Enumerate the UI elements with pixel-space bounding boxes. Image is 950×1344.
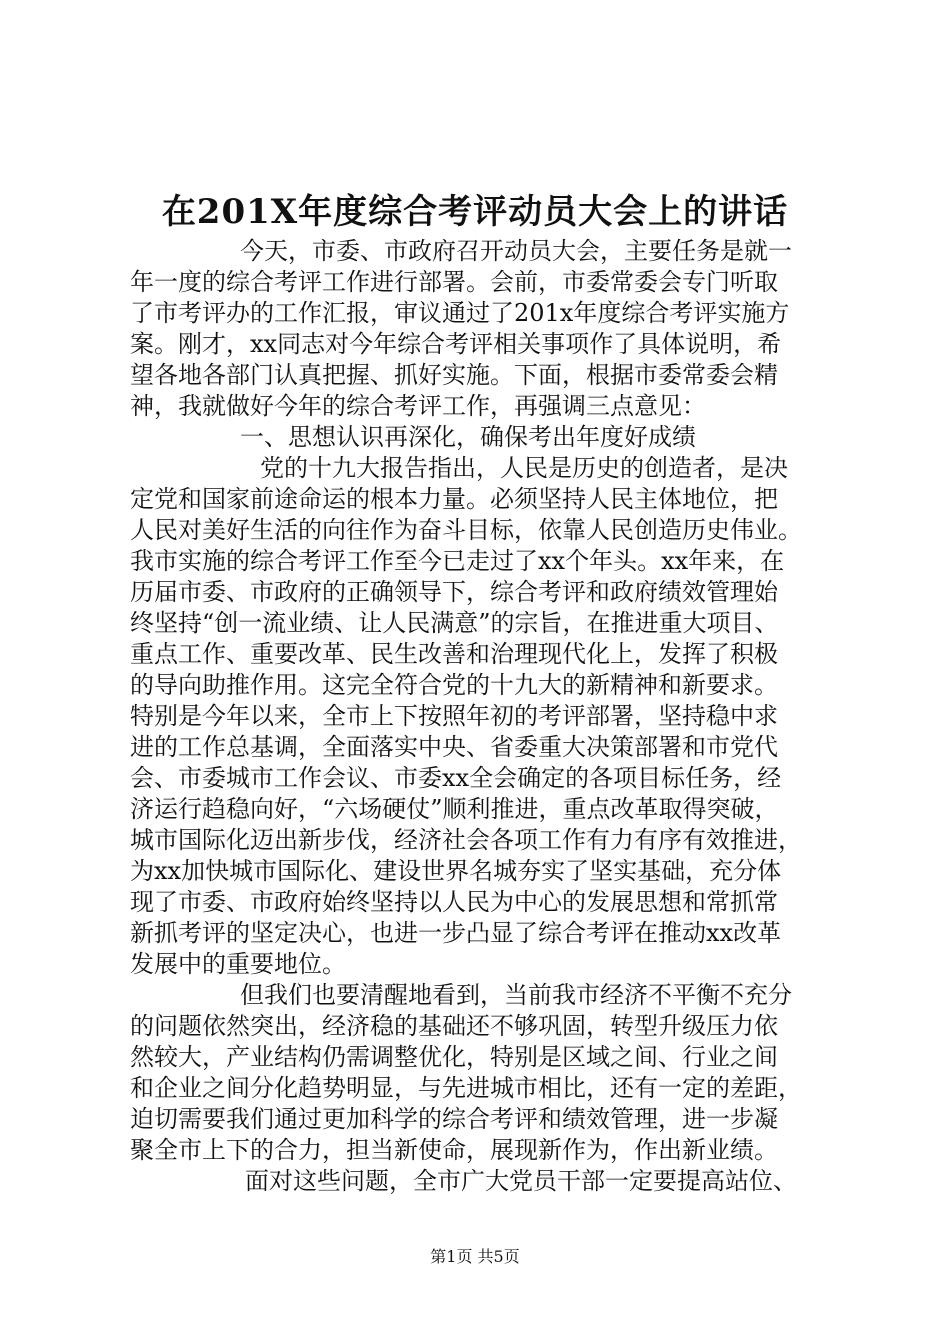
body-text-line: 面对这些问题，全市广大党员干部一定要提高站位、 <box>245 1167 797 1195</box>
body-text-line: 但我们也要清醒地看到，当前我市经济不平衡不充分 <box>240 981 792 1009</box>
body-text-line: 年一度的综合考评工作进行部署。会前，市委常委会专门听取 <box>130 268 778 296</box>
body-text-line: 聚全市上下的合力，担当新使命，展现新作为，作出新业绩。 <box>130 1136 778 1164</box>
body-text-line: 了市考评办的工作汇报，审议通过了201x年度综合考评实施方 <box>130 299 790 327</box>
body-text-line: 特别是今年以来，全市上下按照年初的考评部署，坚持稳中求 <box>130 702 778 730</box>
body-text-line: 济运行趋稳向好，“六场硬仗”顺利推进，重点改革取得突破， <box>130 795 779 823</box>
body-text-line: 迫切需要我们通过更加科学的综合考评和绩效管理，进一步凝 <box>130 1105 778 1133</box>
body-text-line: 发展中的重要地位。 <box>130 950 346 978</box>
body-text-line: 今天，市委、市政府召开动员大会，主要任务是就一 <box>240 237 792 265</box>
body-text-line: 的问题依然突出，经济稳的基础还不够巩固，转型升级压力依 <box>130 1012 778 1040</box>
body-text-line: 终坚持“创一流业绩、让人民满意”的宗旨，在推进重大项目、 <box>130 609 779 637</box>
body-text-line: 城市国际化迈出新步伐，经济社会各项工作有力有序有效推进， <box>130 826 802 854</box>
body-text-line: 历届市委、市政府的正确领导下，综合考评和政府绩效管理始 <box>130 578 778 606</box>
body-text-line: 为xx加快城市国际化、建设世界名城夯实了坚实基础，充分体 <box>130 857 782 885</box>
body-text-line: 定党和国家前途命运的根本力量。必须坚持人民主体地位，把 <box>130 485 778 513</box>
body-text-line: 的导向助推作用。这完全符合党的十九大的新精神和新要求。 <box>130 671 778 699</box>
body-text-line: 案。刚才，xx同志对今年综合考评相关事项作了具体说明，希 <box>130 330 782 358</box>
body-text-line: 望各地各部门认真把握、抓好实施。下面，根据市委常委会精 <box>130 361 778 389</box>
document-body <box>130 236 830 1197</box>
document-title: 在201X年度综合考评动员大会上的讲话 <box>161 192 789 232</box>
body-text-line: 人民对美好生活的向往作为奋斗目标，依靠人民创造历史伟业。 <box>130 516 802 544</box>
body-text-line: 然较大，产业结构仍需调整优化，特别是区域之间、行业之间 <box>130 1043 778 1071</box>
body-text-line: 党的十九大报告指出，人民是历史的创造者，是决 <box>260 454 788 482</box>
body-text-line: 和企业之间分化趋势明显，与先进城市相比，还有一定的差距， <box>130 1074 802 1102</box>
body-text-line: 神，我就做好今年的综合考评工作，再强调三点意见： <box>130 392 706 420</box>
body-text-line: 一、思想认识再深化，确保考出年度好成绩 <box>240 423 696 451</box>
page-footer: 第1页 共5页 <box>430 1247 520 1266</box>
body-text-line: 会、市委城市工作会议、市委xx全会确定的各项目标任务，经 <box>130 764 782 792</box>
body-text-line: 重点工作、重要改革、民生改善和治理现代化上，发挥了积极 <box>130 640 778 668</box>
body-text-line: 现了市委、市政府始终坚持以人民为中心的发展思想和常抓常 <box>130 888 778 916</box>
body-text-line: 我市实施的综合考评工作至今已走过了xx个年头。xx年来，在 <box>130 547 785 575</box>
body-text-line: 进的工作总基调，全面落实中央、省委重大决策部署和市党代 <box>130 733 778 761</box>
body-text-line: 新抓考评的坚定决心，也进一步凸显了综合考评在推动xx改革 <box>130 919 782 947</box>
